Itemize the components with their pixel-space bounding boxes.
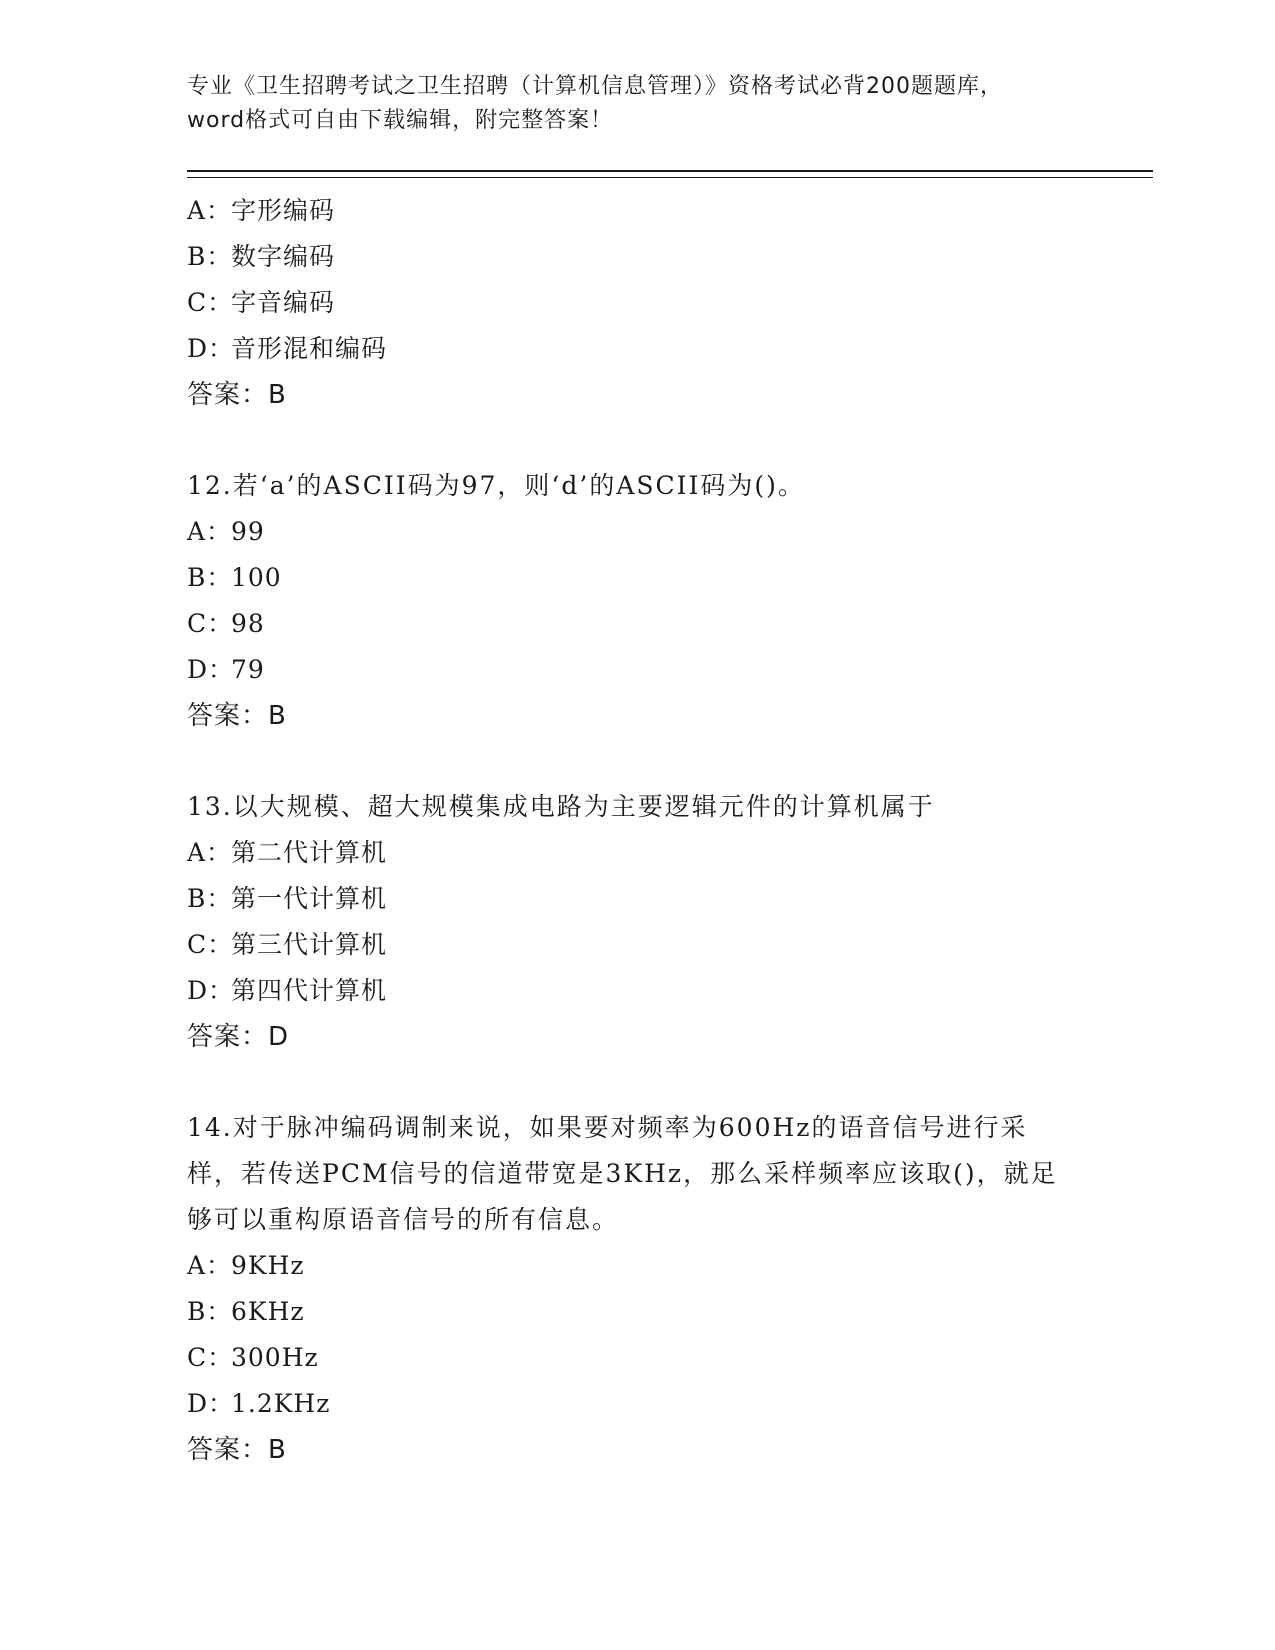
option-text: 6KHz — [231, 1297, 305, 1326]
option-text: 9KHz — [231, 1251, 305, 1280]
option-label: D： — [187, 334, 235, 363]
answer-option — [187, 1289, 1147, 1335]
option-label: A： — [187, 517, 233, 546]
question-block — [187, 784, 1147, 1060]
header-line-2: word格式可自由下载编辑，附完整答案！ — [187, 108, 614, 133]
option-text: 300Hz — [231, 1343, 319, 1372]
question-text: 13.以大规模、超大规模集成电路为主要逻辑元件的计算机属于 — [187, 792, 935, 821]
option-text: 第三代计算机 — [231, 930, 388, 959]
question-text: 12.若‘a’的ASCII码为97，则‘d’的ASCII码为()。 — [187, 471, 805, 500]
answer-option — [187, 647, 1147, 693]
option-label: A： — [187, 196, 233, 225]
answer-option — [187, 1381, 1147, 1427]
answer-option — [187, 509, 1147, 555]
question-block — [187, 463, 1147, 739]
answer-option — [187, 326, 1147, 372]
answer-option — [187, 922, 1147, 968]
answer-option — [187, 234, 1147, 280]
answer-option — [187, 1335, 1147, 1381]
option-label: D： — [187, 1389, 235, 1418]
option-text: 99 — [231, 517, 265, 546]
question-block — [187, 1105, 1147, 1473]
option-label: B： — [187, 563, 233, 592]
option-text: 第二代计算机 — [231, 838, 388, 867]
question-block — [187, 188, 1147, 418]
answer-option — [187, 1243, 1147, 1289]
option-text: 1.2KHz — [231, 1389, 331, 1418]
option-label: B： — [187, 1297, 233, 1326]
answer-key: 答案：B — [187, 701, 287, 731]
option-label: C： — [187, 1343, 234, 1372]
option-label: A： — [187, 838, 233, 867]
answer-option — [187, 601, 1147, 647]
answer-key: 答案：D — [187, 1022, 290, 1052]
option-label: C： — [187, 930, 234, 959]
question-list — [187, 188, 1147, 1473]
answer-option — [187, 188, 1147, 234]
header-divider — [187, 170, 1153, 178]
answer-option — [187, 876, 1147, 922]
answer-option — [187, 555, 1147, 601]
option-label: A： — [187, 1251, 233, 1280]
document-page — [187, 70, 1147, 1518]
option-text: 音形混和编码 — [231, 334, 388, 363]
option-label: D： — [187, 655, 235, 684]
option-label: B： — [187, 884, 233, 913]
option-label: D： — [187, 976, 235, 1005]
option-label: C： — [187, 288, 234, 317]
option-text: 第一代计算机 — [231, 884, 388, 913]
answer-key: 答案：B — [187, 380, 287, 410]
option-label: B： — [187, 242, 233, 271]
option-text: 第四代计算机 — [231, 976, 388, 1005]
answer-option — [187, 968, 1147, 1014]
option-text: 79 — [231, 655, 265, 684]
option-label: C： — [187, 609, 234, 638]
answer-option — [187, 830, 1147, 876]
header-line-1: 专业《卫生招聘考试之卫生招聘（计算机信息管理）》资格考试必背200题题库， — [187, 74, 1003, 99]
option-text: 字形编码 — [231, 196, 336, 225]
option-text: 100 — [231, 563, 282, 592]
document-header — [187, 70, 1057, 138]
option-text: 字音编码 — [231, 288, 336, 317]
option-text: 98 — [231, 609, 265, 638]
question-text: 14.对于脉冲编码调制来说，如果要对频率为600Hz的语音信号进行采样，若传送PCM信号的信道带宽是3KHz，那么采样频率应该取()，就足够可以重构原语音信号的所有信息。 — [187, 1113, 1058, 1234]
answer-option — [187, 280, 1147, 326]
answer-key: 答案：B — [187, 1435, 287, 1465]
option-text: 数字编码 — [231, 242, 336, 271]
